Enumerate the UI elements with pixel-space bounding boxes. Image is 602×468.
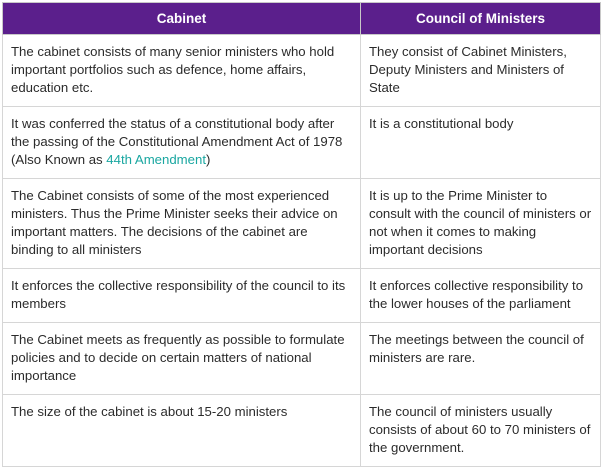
table-row	[3, 395, 601, 467]
table-row	[3, 269, 601, 323]
cabinet-cell: The size of the cabinet is about 15-20 ministers	[3, 395, 361, 467]
comparison-table-container	[2, 2, 600, 467]
header-council-of-ministers: Council of Ministers	[361, 3, 601, 35]
table-row	[3, 35, 601, 107]
council-cell: It enforces collective responsibility to the lower houses of the parliament	[361, 269, 601, 323]
cabinet-text: It was conferred the status of a constitutional body after the passing of the Constitutional Amendment Act of 1978 (Also Known as	[11, 116, 343, 167]
44th-amendment-link[interactable]: 44th Amendment	[106, 152, 207, 167]
table-header-row	[3, 3, 601, 35]
council-cell: The council of ministers usually consists of about 60 to 70 ministers of the government.	[361, 395, 601, 467]
cabinet-cell: It enforces the collective responsibility of the council to its members	[3, 269, 361, 323]
council-cell: The meetings between the council of ministers are rare.	[361, 323, 601, 395]
header-cabinet: Cabinet	[3, 3, 361, 35]
comparison-table	[2, 2, 601, 467]
cabinet-cell: The cabinet consists of many senior ministers who hold important portfolios such as defence, home affairs, education etc.	[3, 35, 361, 107]
cabinet-text-end: )	[206, 152, 211, 167]
table-row	[3, 323, 601, 395]
council-cell: They consist of Cabinet Ministers, Deputy Ministers and Ministers of State	[361, 35, 601, 107]
council-cell: It is up to the Prime Minister to consult with the council of ministers or not when it comes to making important decisions	[361, 179, 601, 269]
cabinet-cell	[3, 107, 361, 179]
cabinet-cell: The Cabinet meets as frequently as possible to formulate policies and to decide on certain matters of national importance	[3, 323, 361, 395]
council-cell: It is a constitutional body	[361, 107, 601, 179]
cabinet-cell: The Cabinet consists of some of the most experienced ministers. Thus the Prime Minister seeks their advice on important matters. The decisions of the cabinet are binding to all ministers	[3, 179, 361, 269]
table-row	[3, 107, 601, 179]
table-row	[3, 179, 601, 269]
